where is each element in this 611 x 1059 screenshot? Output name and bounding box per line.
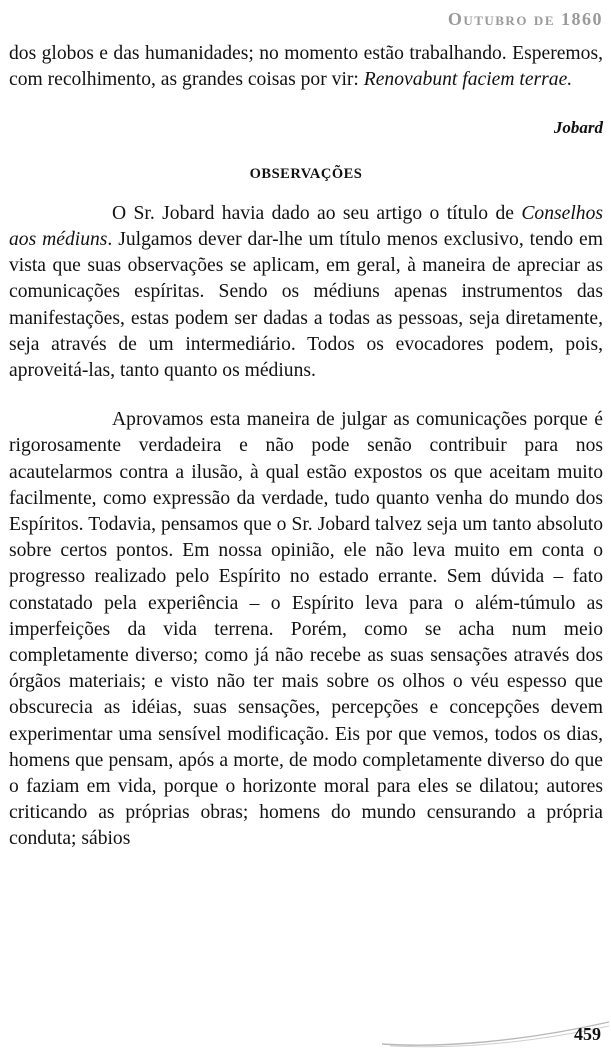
running-header: Outubro de 1860 bbox=[447, 9, 603, 29]
paragraph-1-rest: . Julgamos dever dar-lhe um título menos exclusivo, tendo em vista que suas observações se aplicam, em geral, à maneira de apreciar as comunicações espíritas. Sendo os médiuns apenas instrumentos das manifestações, estas podem ser dadas a todas as pessoas, seja diretamente, seja através de um intermediário. Todos os evocadores podem, pois, aproveitá-las, tanto quanto os médiuns. bbox=[9, 229, 603, 382]
paragraph-1 bbox=[9, 201, 603, 384]
latin-quote: Renovabunt faciem terrae. bbox=[363, 69, 573, 91]
paragraph-2: Aprovamos esta maneira de julgar as comunicações porque é rigorosamente verdadeira e não pode senão contribuir para nos acautelarmos contra a ilusão, à qual estão expostos os que aceitam muito facilmente, como expressão da verdade, tudo quanto venha do mundo dos Espíritos. Todavia, pensamos que o Sr. Jobard talvez seja um tanto absoluto sobre certos pontos. Em nossa opinião, ele não leva muito em conta o progresso realizado pelo Espírito no estado errante. Sem dúvida – fato constatado pela experiência – o Espírito leva para o além-túmulo as imperfeições da vida terrena. Porém, como se acha num meio completamente diverso; como já não recebe as suas sensações através dos órgãos materiais; e visto não ter mais sobre os olhos o véu espesso que obscurecia as idéias, suas sensações, percepções e concepções devem experimentar uma sensível modificação. Eis por que vemos, todos os dias, homens que pensam, após a morte, de modo completamente diverso do que o faziam em vida, porque o horizonte moral para eles se dilatou; autores criticando as próprias obras; homens do mundo censurando a própria conduta; sábios bbox=[9, 409, 603, 850]
intro-paragraph bbox=[9, 41, 603, 93]
paragraph-1-lead: O Sr. Jobard havia dado ao seu artigo o título de bbox=[112, 202, 522, 224]
page-number: 459 bbox=[574, 1024, 601, 1044]
paragraph-1-italic-title: Conselhos aos médiuns bbox=[9, 202, 603, 251]
intro-text: dos globos e das humanidades; no momento estão trabalhando. Esperemos, com recolhimento, as grandes coisas por vir: bbox=[9, 43, 603, 91]
section-title: OBSERVAÇÕES bbox=[249, 165, 363, 182]
page-body bbox=[9, 41, 603, 853]
author-signature: Jobard bbox=[553, 118, 603, 138]
